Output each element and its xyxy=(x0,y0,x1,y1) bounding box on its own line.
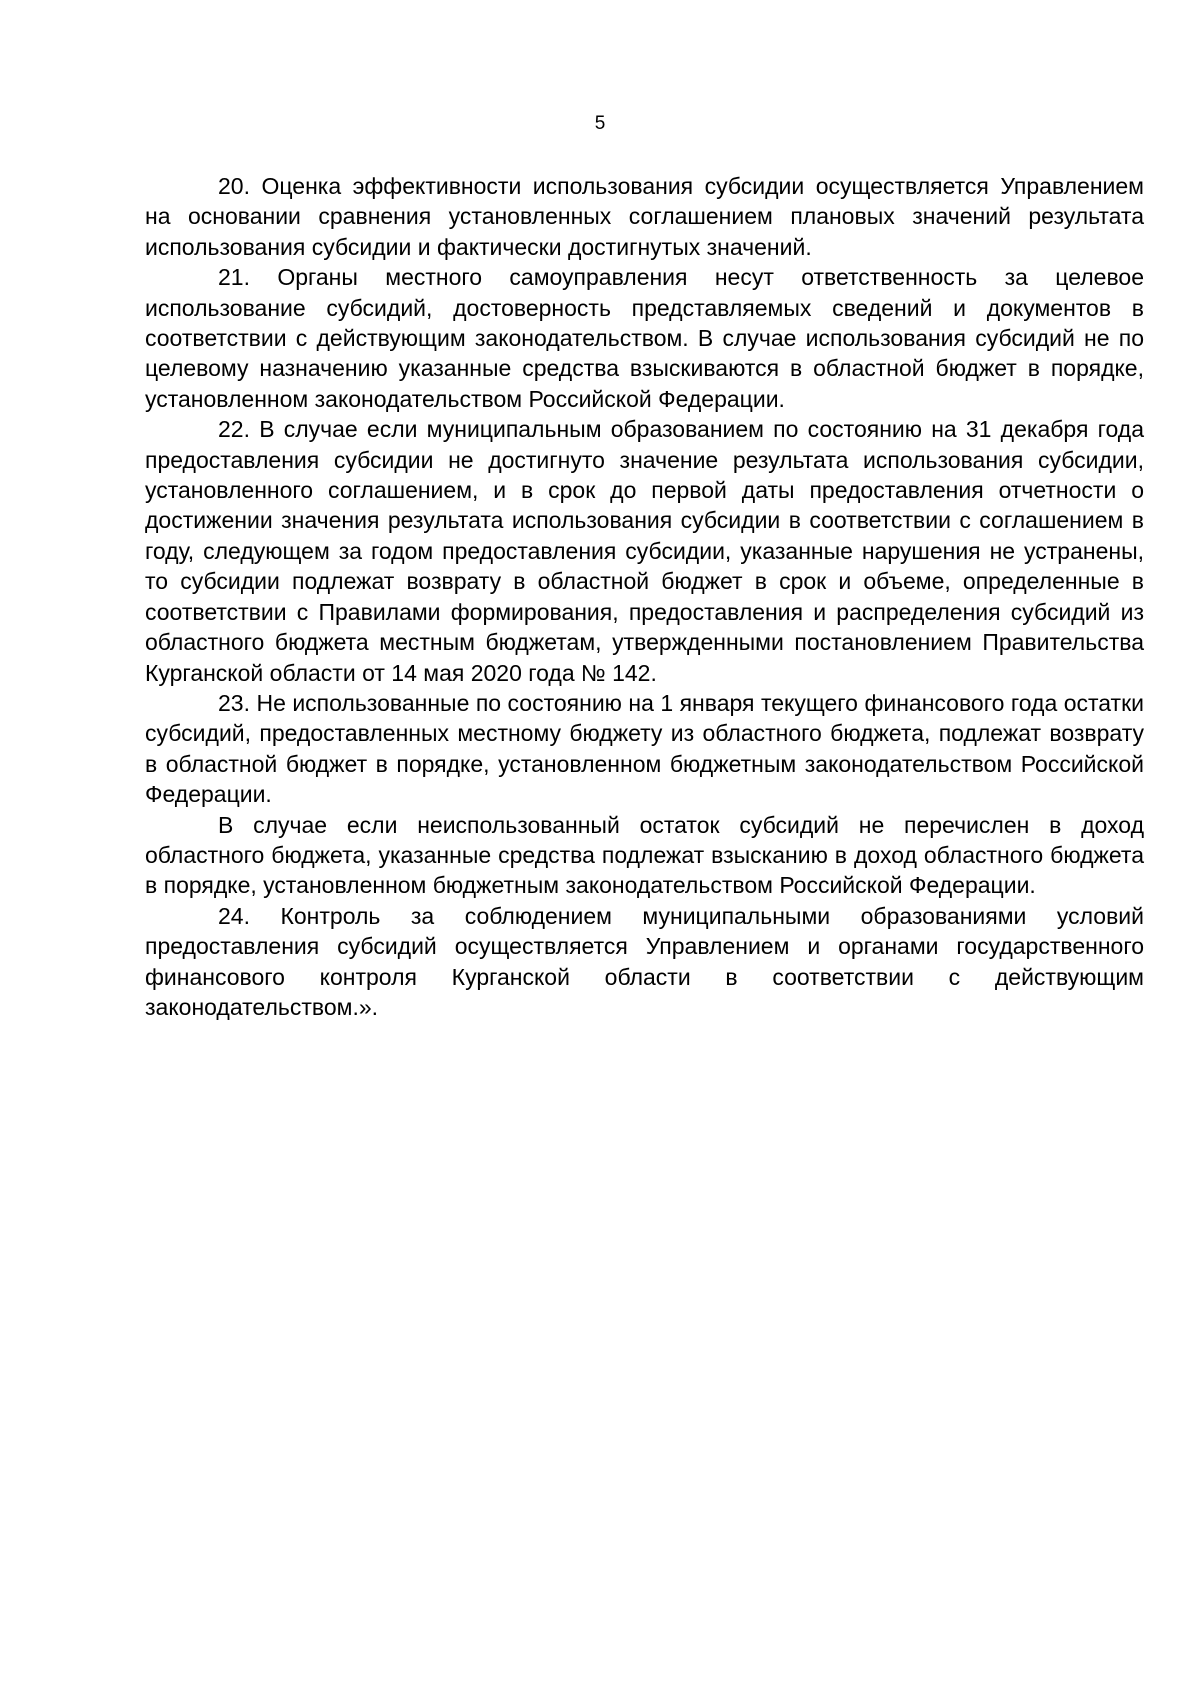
paragraph-23-continuation xyxy=(145,810,1144,901)
paragraph-text: В случае если неиспользованный остаток субсидий не перечислен в доход областного бюджета, указанные средства подлежат взысканию в доход областного бюджета в порядке, установленном бюджетным законодательством Российской Федерации. xyxy=(145,811,1144,899)
paragraph-number: 20. xyxy=(218,173,250,199)
paragraph-number: 22. xyxy=(218,416,250,443)
paragraph-number: 21. xyxy=(218,264,250,291)
paragraph-24 xyxy=(145,901,1144,1023)
page-number: 5 xyxy=(594,113,606,134)
paragraph-22 xyxy=(145,414,1144,688)
paragraph-23 xyxy=(145,688,1144,810)
paragraph-text: Органы местного самоуправления несут ответственность за целевое использование субсидий, достоверность представляемых сведений и документов в соответствии с действующим законодательством. В случае использования субсидий не по целевому назначению указанные средства взыскиваются в областной бюджет в порядке, установленном законодательством Российской Федерации. xyxy=(145,264,1144,412)
paragraph-20 xyxy=(145,171,1144,262)
paragraph-number: 23. xyxy=(218,689,250,716)
paragraph-text: Оценка эффективности использования субсидии осуществляется Управлением на основании сравнения установленных соглашением плановых значений результата использования субсидии и фактически достигнутых значений. xyxy=(145,173,1144,260)
paragraph-text: Не использованные по состоянию на 1 января текущего финансового года остатки субсидий, предоставленных местному бюджету из областного бюджета, подлежат возврату в областной бюджет в порядке, установленном бюджетным законодательством Российской Федерации. xyxy=(145,689,1144,808)
document-body xyxy=(145,171,1144,1022)
paragraph-text: В случае если муниципальным образованием по состоянию на 31 декабря года предоставления субсидии не достигнуто значение результата использования субсидии, установленного соглашением, и в срок до первой даты предоставления отчетности о достижении значения результата использования субсидии в соответствии с соглашением в году, следующем за годом предоставления субсидии, указанные нарушения не устранены, то субсидии подлежат возврату в областной бюджет в срок и объеме, определенные в соответствии с Правилами формирования, предоставления и распределения субсидий из областного бюджета местным бюджетам, утвержденными постановлением Правительства Курганской области от 14 мая 2020 года № 142. xyxy=(145,416,1144,686)
paragraph-21 xyxy=(145,262,1144,414)
paragraph-number: 24. xyxy=(218,902,250,929)
paragraph-text: Контроль за соблюдением муниципальными образованиями условий предоставления субсидий осуществляется Управлением и органами государственного финансового контроля Курганской области в соответствии с действующим законодательством.». xyxy=(145,902,1144,1020)
